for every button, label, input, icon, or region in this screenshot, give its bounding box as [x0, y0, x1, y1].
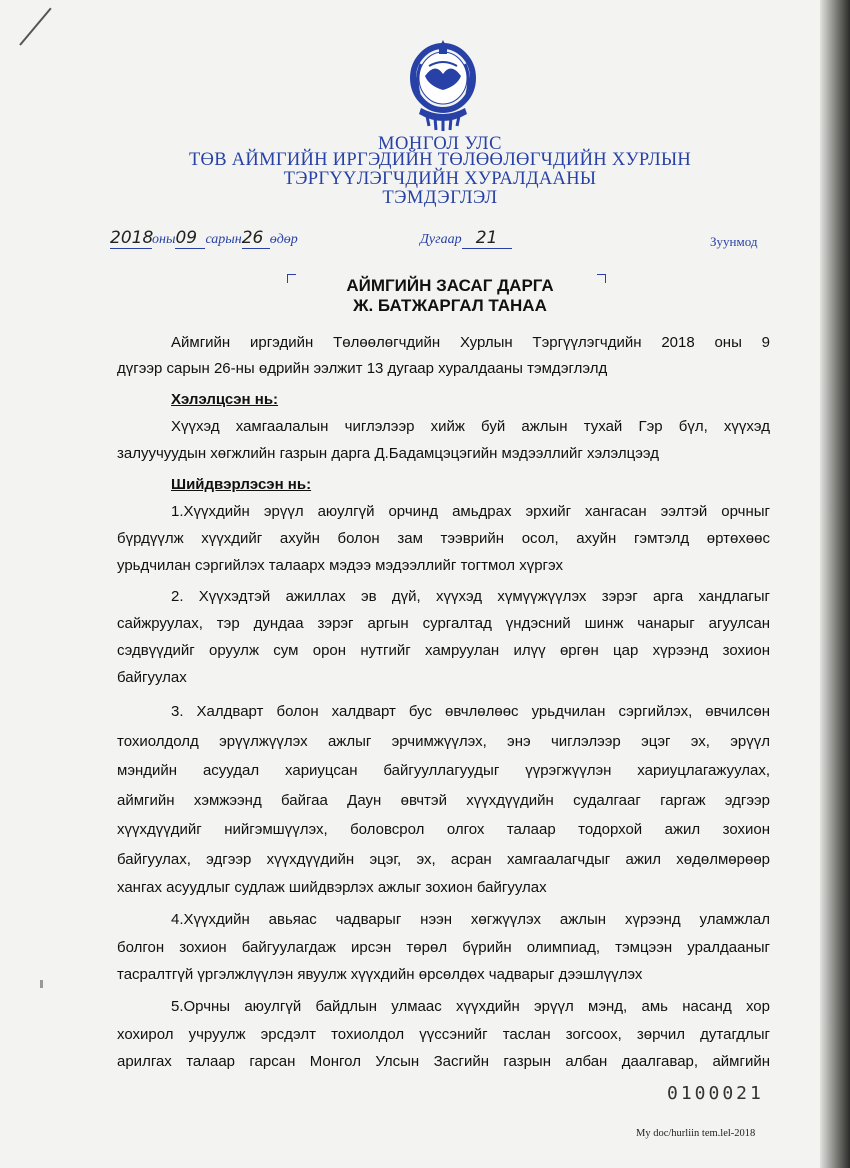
item-3-line: байгуулах, эдгээр хүүхдүүдийн эцэг, эх, асран хамгаалагчдыг ажил хөдөлмөрөөр [117, 851, 770, 868]
item-2-line: байгуулах [117, 669, 187, 686]
header-presidium: ТЭРГҮҮЛЭГЧДИЙН ХУРАЛДААНЫ [283, 169, 597, 189]
document-serial-number: 0100021 [667, 1083, 764, 1104]
date-day-label: өдөр [269, 232, 298, 247]
scan-speck [40, 980, 43, 988]
item-2-line: 2. Хүүхэдтэй ажиллах эв дүй, хүүхэд хүмүүжүүлэх зэрэг арга хандлагыг [171, 588, 770, 605]
addressee-name: Ж. БАТЖАРГАЛ ТАНАА [353, 296, 547, 315]
decided-heading: Шийдвэрлэсэн нь: [171, 476, 312, 493]
item-1-line: 1.Хүүхдийн эрүүл аюулгүй орчинд амьдрах эрхийг хангасан ээлтэй орчныг [171, 503, 770, 520]
discussed-line: Хүүхэд хамгаалалын чиглэлээр хийж буй ажлын тухай Гэр бүл, хүүхэд [171, 418, 770, 435]
item-3-line: аймгийн хэмжээнд байгаа Даун өвчтэй хүүхдүүдийн судалгааг гаргаж эдгээр [117, 792, 770, 809]
item-1-line: бүрдүүлж хүүхдийг ахуйн болон зам тээврийн осол, ахуйн гэмтэлд өртөхөөс [117, 530, 770, 547]
date-day: 26 [241, 228, 264, 248]
date-month-label: сарын [205, 232, 242, 247]
item-3-line: тохиолдолд эрүүлжүүлэх ажлыг эрчимжүүлэх, энэ чиглэлээр эцэг эх, эрүүл [117, 733, 770, 750]
discussed-line: залуучуудын хөгжлийн газрын дарга Д.Бадамцэцэгийн мэдээллийг хэлэлцээд [117, 445, 659, 462]
item-3-line: хүүхдүүдийг нийгэмшүүлэх, боловсрол олгох талаар тодорхой ажил зохион [117, 821, 770, 838]
item-5-line: хохирол учруулж эрсдэлт тохиолдол үүссэнийг таслан зогсоох, зөрчил дутагдлыг [117, 1026, 770, 1043]
header-council: ТӨВ АЙМГИЙН ИРГЭДИЙН ТӨЛӨӨЛӨГЧДИЙН ХУРЛЫН [188, 150, 692, 170]
item-3-line: хангах асуудлыг судлаж шийдвэрлэх ажлыг зохион байгуулах [117, 879, 547, 896]
page-edge-shadow [820, 0, 850, 1168]
discussed-heading: Хэлэлцсэн нь: [171, 391, 279, 408]
number-label: Дугаар [420, 232, 462, 247]
item-4-line: болгон зохион байгуулагдаж ирсэн төрөл бүрийн олимпиад, тэмцээн уралдааныг [117, 939, 770, 956]
pen-mark [19, 8, 51, 46]
item-5-line: 5.Орчны аюулгүй байдлын улмаас хүүхдийн эрүүл мэнд, амь насанд хор [171, 998, 770, 1015]
item-3-line: 3. Халдварт болон халдварт бус өвчлөлөөс урьдчилан сэргийлэх, өвчилсөн [171, 703, 770, 720]
date-year-label: оны [152, 232, 176, 247]
addressee-title: АЙМГИЙН ЗАСАГ ДАРГА [346, 276, 554, 295]
item-1-line: урьдчилан сэргийлэх талаарх мэдээ мэдээллийг тогтмол хүргэх [117, 557, 564, 574]
header-doc-type: ТЭМДЭГЛЭЛ [382, 188, 498, 208]
item-4-line: тасралтгүй үргэлжлүүлэн явуулж хүүхдийн өрсөлдөх чадварыг дээшлүүлэх [117, 966, 643, 983]
place: Зуунмод [710, 234, 758, 249]
item-5-line: арилгах талаар гарсан Монгол Улсын Засгийн газрын албан даалгавар, аймгийн [117, 1053, 770, 1070]
footer-file-path: My doc/hurliin tem.lel-2018 [636, 1128, 756, 1139]
date-year: 2018 [110, 228, 154, 248]
item-4-line: 4.Хүүхдийн авьяас чадварыг нээн хөгжүүлэх ажлын хүрээнд уламжлал [171, 911, 770, 928]
date-month: 09 [175, 228, 198, 248]
intro-line: дүгээр сарын 26-ны өдрийн ээлжит 13 дугаар хуралдааны тэмдэглэлд [117, 360, 608, 377]
header-country: МОНГОЛ УЛС [378, 134, 502, 154]
intro-line: Аймгийн иргэдийн Төлөөлөгчдийн Хурлын Тэргүүлэгчдийн 2018 оны 9 [171, 334, 770, 351]
document-number-handwritten: 21 [475, 228, 498, 248]
item-3-line: мэндийн асуудал хариуцсан байгууллагуудыг үүрэгжүүлэн хариуцлагажуулах, [117, 762, 770, 779]
item-2-line: сэдвүүдийг оруулж сум орон нутгийг хамруулан илүү өргөн цар хүрээнд зохион [117, 642, 770, 659]
item-2-line: сайжруулах, тэр дундаа зэрэг аргын сургалтад үндэсний шинж чанарыг агуулсан [117, 615, 770, 632]
document-body [117, 0, 770, 1168]
